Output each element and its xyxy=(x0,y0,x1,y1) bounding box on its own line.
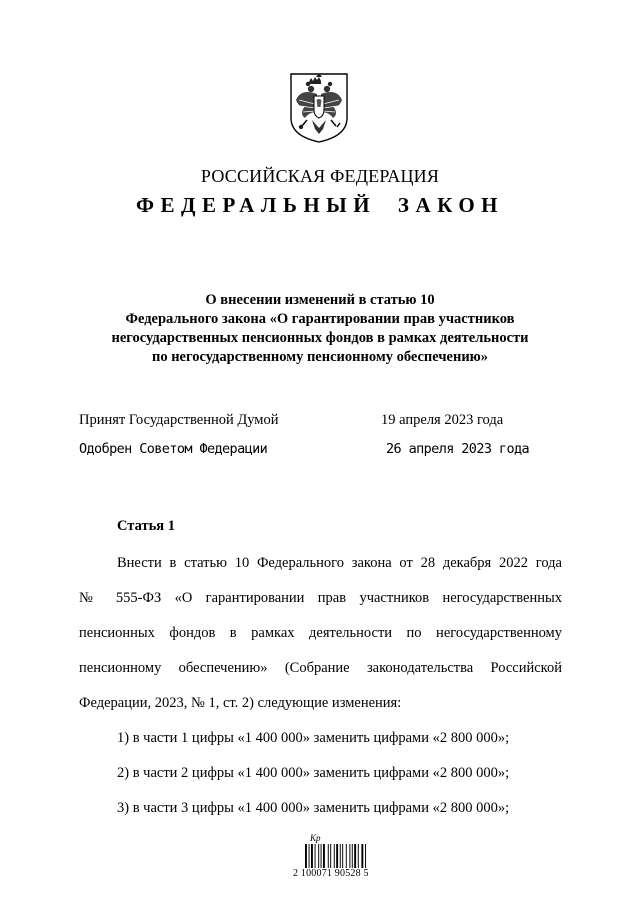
article-body-line: Внести в статью 10 Федерального закона от 28 декабря 2022 года xyxy=(117,555,562,571)
amendment-item: 2) в части 2 цифры «1 400 000» заменить цифрами «2 800 000»; xyxy=(117,765,510,781)
coat-of-arms-emblem xyxy=(287,70,351,144)
barcode-bar xyxy=(365,844,366,868)
barcode-bar xyxy=(323,844,325,868)
barcode-bar xyxy=(346,844,347,868)
barcode-bar xyxy=(361,844,363,868)
barcode-bar xyxy=(305,844,307,868)
handwritten-mark: Кр xyxy=(310,833,321,843)
barcode-bar xyxy=(311,844,313,868)
barcode-bar xyxy=(342,844,343,868)
adopted-by-duma-label: Принят Государственной Думой xyxy=(79,412,279,428)
document-barcode xyxy=(293,833,388,883)
law-title-line: О внесении изменений в статью 10 xyxy=(205,292,435,308)
barcode-bar xyxy=(336,844,338,868)
law-title xyxy=(60,291,580,367)
document-type: ФЕДЕРАЛЬНЫЙ ЗАКОН xyxy=(136,193,504,217)
barcode-bars xyxy=(305,844,379,868)
article-body-line: пенсионному обеспечению» (Собрание законодательства Российской xyxy=(79,660,562,676)
barcode-bar xyxy=(349,844,350,868)
approved-by-council-label: Одобрен Советом Федерации xyxy=(79,441,268,457)
barcode-bar xyxy=(352,844,353,868)
article-body-line: пенсионных фондов в рамках деятельности по негосударственному xyxy=(79,625,562,641)
approved-date: 26 апреля 2023 года xyxy=(386,441,530,457)
article-heading: Статья 1 xyxy=(117,518,175,534)
barcode-bar xyxy=(309,844,310,868)
barcode-bar xyxy=(358,844,359,868)
law-title-line: Федерального закона «О гарантировании прав участников xyxy=(125,311,515,327)
amendment-item: 1) в части 1 цифры «1 400 000» заменить цифрами «2 800 000»; xyxy=(117,730,510,746)
adopted-date: 19 апреля 2023 года xyxy=(381,412,504,428)
law-title-line: негосударственных пенсионных фондов в рамках деятельности xyxy=(111,330,529,346)
barcode-bar xyxy=(340,844,341,868)
barcode-bar xyxy=(318,844,319,868)
article-body-line: Федерации, 2023, № 1, ст. 2) следующие изменения: xyxy=(79,695,402,711)
law-title-line: по негосударственному пенсионному обеспечению» xyxy=(151,349,489,365)
country-name: РОССИЙСКАЯ ФЕДЕРАЦИЯ xyxy=(200,166,440,186)
barcode-bar xyxy=(321,844,322,868)
barcode-bar xyxy=(328,844,329,868)
barcode-number: 2 100071 90528 5 xyxy=(293,868,369,879)
article-body-line: № 555-ФЗ «О гарантировании прав участников негосударственных xyxy=(79,590,562,606)
amendment-item: 3) в части 3 цифры «1 400 000» заменить цифрами «2 800 000»; xyxy=(117,800,510,816)
barcode-bar xyxy=(354,844,356,868)
barcode-bar xyxy=(315,844,316,868)
barcode-bar xyxy=(334,844,335,868)
barcode-bar xyxy=(330,844,331,868)
